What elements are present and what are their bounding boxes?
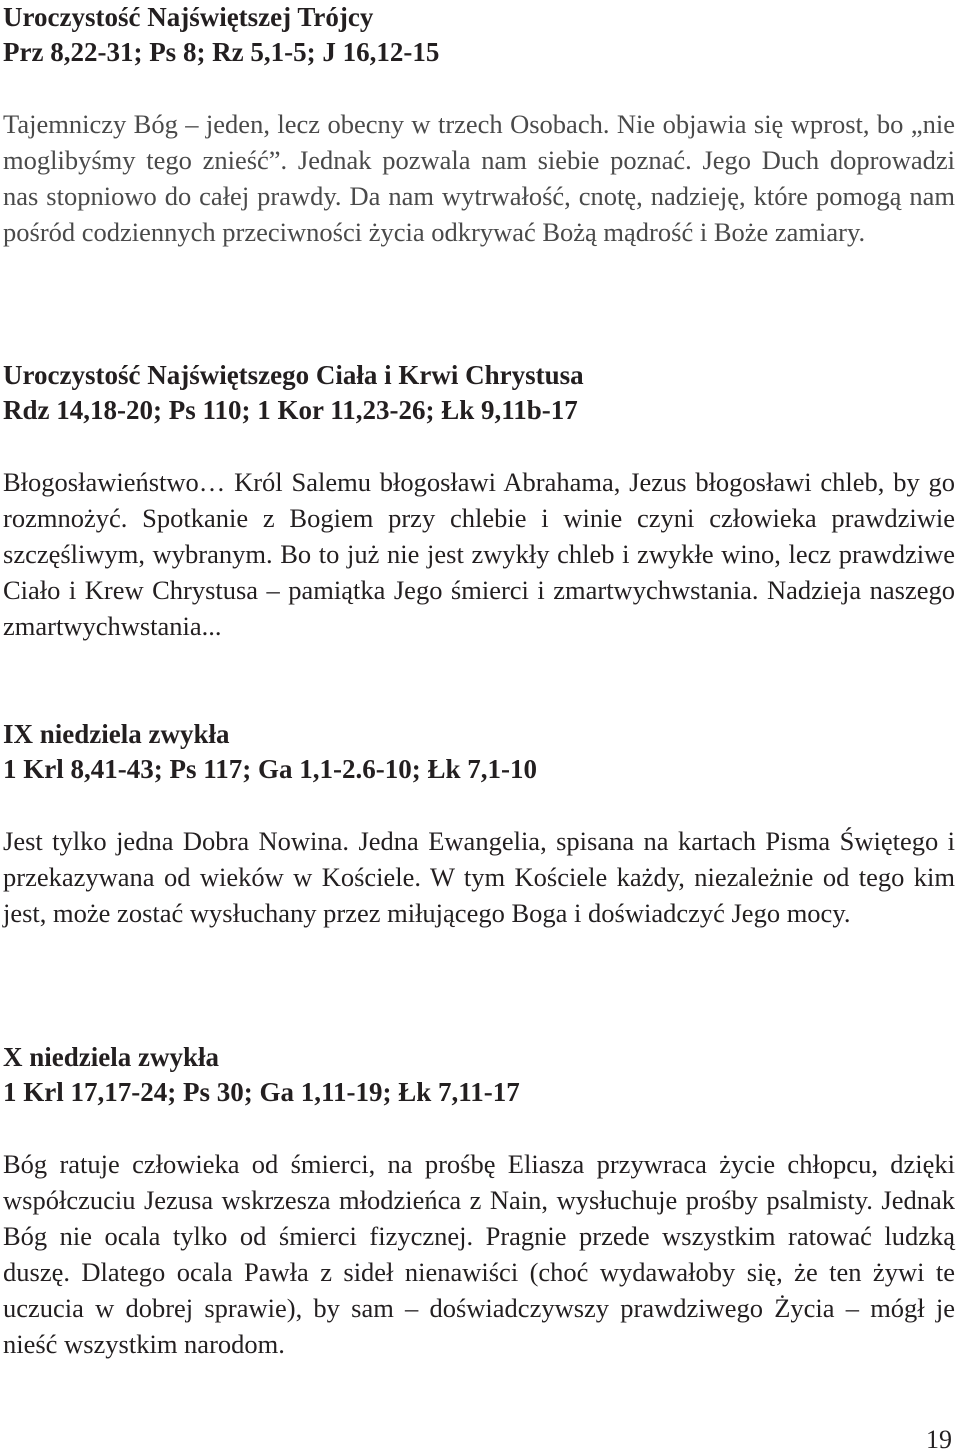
section-trinity (3, 0, 955, 250)
section-reflection-text: Błogosławieństwo… Król Salemu błogosławi Abrahama, Jezus błogosławi chleb, by go rozmnożyć. Spotkanie z Bogiem przy chlebie i winie czyni człowieka prawdziwie szczęśliwym, wybranym. Bo to już nie jest zwykły chleb i zwykłe wino, lecz prawdziwe Ciało i Krew Chrystusa – pamiątka Jego śmierci i zmartwychwstania. Nadzieja naszego zmartwychwstania... (3, 467, 955, 641)
section-scripture-references: Rdz 14,18-20; Ps 110; 1 Kor 11,23-26; Łk 9,11b-17 (3, 395, 578, 425)
section-title: Uroczystość Najświętszej Trójcy (3, 2, 374, 32)
section-reflection-text: Bóg ratuje człowieka od śmierci, na prośbę Eliasza przywraca życie chłopcu, dzięki współczuciu Jezusa wskrzesza młodzieńca z Nain, wysłuchuje prośby psalmisty. Jednak Bóg nie ocala tylko od śmierci fizycznej. Pragnie przede wszystkim ratować ludzką duszę. Dlatego ocala Pawła z sideł nienawiści (choć wydawałoby się, że ten żywi te uczucia w dobrej sprawie), by sam – doświadczywszy prawdziwego Życia – mógł je nieść wszystkim narodom. (3, 1149, 955, 1359)
section-corpus-christi (3, 358, 955, 644)
section-reflection-text: Jest tylko jedna Dobra Nowina. Jedna Ewangelia, spisana na kartach Pisma Świętego i przekazywana od wieków w Kościele. W tym Kościele każdy, niezależnie od tego kim jest, może zostać wysłuchany przez miłującego Boga i doświadczyć Jego mocy. (3, 826, 955, 928)
section-reflection-text: Tajemniczy Bóg – jeden, lecz obecny w trzech Osobach. Nie objawia się wprost, bo „nie moglibyśmy tego znieść”. Jednak pozwala nam siebie poznać. Jego Duch doprowadzi nas stopniowo do całej prawdy. Da nam wytrwałość, cnotę, nadzieję, które pomogą nam pośród codziennych przeciwności życia odkrywać Bożą mądrość i Boże zamiary. (3, 109, 955, 247)
section-ninth-sunday (3, 717, 955, 931)
section-tenth-sunday (3, 1040, 955, 1362)
section-title: X niedziela zwykła (3, 1042, 219, 1072)
section-scripture-references: 1 Krl 17,17-24; Ps 30; Ga 1,11-19; Łk 7,11-17 (3, 1077, 520, 1107)
section-scripture-references: 1 Krl 8,41-43; Ps 117; Ga 1,1-2.6-10; Łk 7,1-10 (3, 754, 537, 784)
section-title: Uroczystość Najświętszego Ciała i Krwi Chrystusa (3, 360, 584, 390)
section-title: IX niedziela zwykła (3, 719, 230, 749)
page-number: 19 (926, 1425, 952, 1454)
section-scripture-references: Prz 8,22-31; Ps 8; Rz 5,1-5; J 16,12-15 (3, 37, 440, 67)
